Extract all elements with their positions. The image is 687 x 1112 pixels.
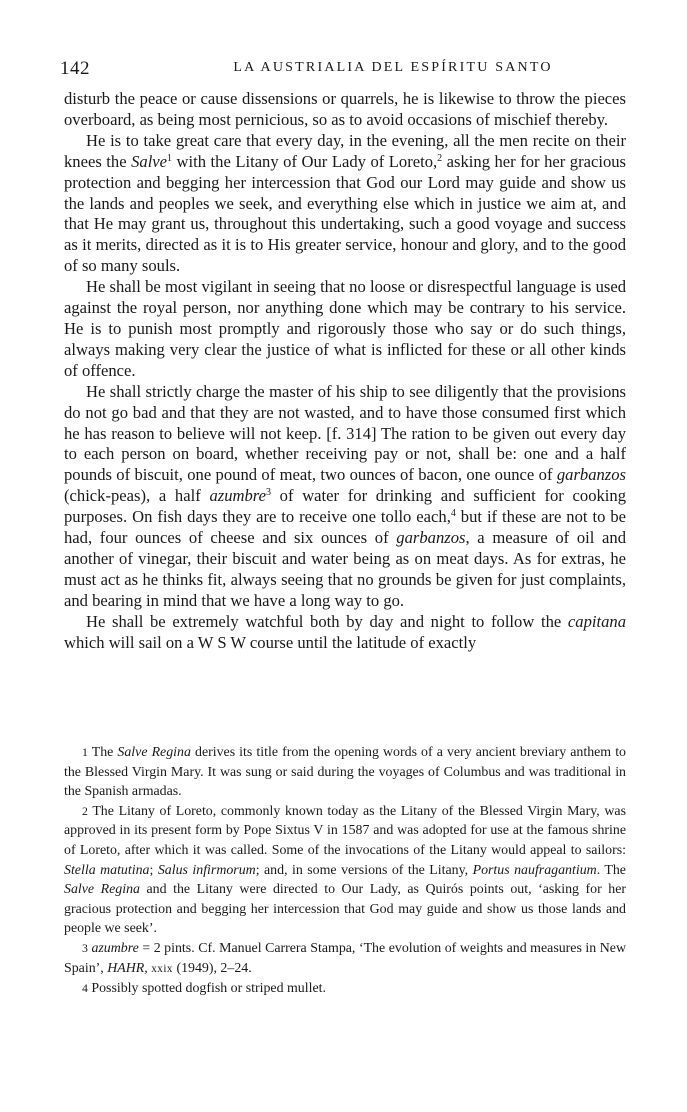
paragraph-3-text: He shall be most vigilant in seeing that no loose or disrespectful language is used against the royal person, nor anything done which may be contrary to his service. He is to punish most promptly and rigorously those who say or do such things, always making very clear the justice of what is inflicted for these or all other kinds of offence. [64, 277, 626, 380]
footnote-4-mark: 4 [82, 981, 88, 996]
paragraph-4-text-a: He shall strictly charge the master of his ship to see diligently that the provisions do not go bad and that they are not wasted, and to have those consumed first which he has reason to believe will not keep. [f. 314] The ration to be given out every day to each person on board, whether receiving pay or not, shall be: one and a half pounds of biscuit, one pound of meat, two ounces of bacon, one ounce of [64, 381, 626, 485]
salve-term: Salve [131, 151, 168, 171]
footnote-ref-1: 1 [167, 152, 173, 164]
paragraph-4-text-d: but if these are not to be had, four ounces of cheese and six ounces of [64, 507, 626, 548]
footnote-2-italic-4: Salve Regina [64, 882, 140, 898]
capitana-term: capitana [567, 611, 626, 631]
paragraph-5-text-b: which will sail on a W S W course until the latitude of exactly [64, 632, 477, 652]
footnote-2-text-b: ; [149, 862, 158, 878]
footnote-3-italic: azumbre [87, 940, 139, 956]
footnote-1-text-b: derives its title from the opening words of a very ancient breviary anthem to the Blessed Virgin Mary. It was sung or said during the voyages of Columbus and was traditional in the Spanish armadas. [64, 745, 626, 800]
footnote-1-mark: 1 [82, 745, 88, 759]
footnote-2-text-d: . The [596, 862, 626, 878]
footnote-2-mark: 2 [82, 803, 88, 818]
footnote-4-text: Possibly spotted dogfish or striped mullet. [87, 981, 326, 997]
main-text [64, 89, 626, 653]
paragraph-4 [64, 382, 626, 612]
paragraph-5-text-a: He shall be extremely watchful both by day and night to follow the [86, 611, 568, 631]
paragraph-2-text-c: asking her for her gracious protection and begging her intercession that God our Lord may guide and show us the lands and peoples we seek, and everything else which in justice we aim at, and that He may grant us, throughout this undertaking, such a good voyage and success as it merits, directed as it is to His greater service, honour and glory, and to the good of so many souls. [64, 151, 626, 276]
garbanzos-term-2: garbanzos [396, 528, 466, 548]
footnote-3-text-c: (1949), 2–24. [172, 960, 252, 976]
page-number: 142 [60, 58, 90, 79]
footnotes [64, 743, 626, 999]
footnote-2-italic-2: Salus infirmorum [157, 862, 256, 878]
footnote-3-journal: HAHR [107, 960, 145, 976]
footnote-2-italic-1: Stella matutina [64, 862, 150, 878]
footnote-3-text-b: , [144, 960, 152, 976]
footnote-ref-3: 3 [265, 487, 271, 499]
paragraph-3 [64, 277, 626, 382]
footnote-2-text-c: ; and, in some versions of the Litany, [255, 862, 473, 878]
paragraph-1-text: disturb the peace or cause dissensions or quarrels, he is likewise to throw the pieces overboard, as being most pernicious, so as to avoid occasions of mischief thereby. [64, 89, 626, 129]
footnote-2-italic-3: Portus naufragantium [472, 862, 597, 878]
paragraph-2 [64, 131, 626, 277]
footnote-2-text-a: The Litany of Loreto, commonly known today as the Litany of the Blessed Virgin Mary, was approved in its present form by Pope Sixtus V in 1587 and was adopted for use at the famous shrine of Loreto, after which it was called. Some of the invocations of the Litany would appeal to sailors: [64, 803, 626, 858]
footnote-3-mark: 3 [82, 940, 88, 955]
footnote-3-volume: xxix [151, 962, 173, 975]
paragraph-4-text-c: of water for drinking and sufficient for cooking purposes. On fish days they are to receive one tollo each, [64, 486, 626, 527]
running-title: LA AUSTRIALIA DEL ESPÍRITU SANTO [233, 60, 553, 75]
footnote-ref-2: 2 [437, 152, 443, 164]
garbanzos-term: garbanzos [556, 465, 626, 485]
paragraph-2-text-a: He is to take great care that every day, in the evening, all the men recite on their knees the [64, 130, 626, 171]
footnote-4 [64, 979, 626, 999]
footnote-3 [64, 939, 626, 979]
footnote-2 [64, 802, 626, 939]
paragraph-1 [64, 89, 626, 131]
footnote-1-text-a: The [87, 745, 118, 760]
footnote-3-text-a: = 2 pints. Cf. Manuel Carrera Stampa, ‘The evolution of weights and measures in New Spain’, [64, 940, 626, 976]
paragraph-5 [64, 612, 626, 654]
paragraph-4-text-e: , a measure of oil and another of vinegar, their biscuit and water being as on meat days. As for extras, he must act as he thinks fit, always seeing that no grounds be given for just complaints, and bearing in mind that we have a long way to go. [64, 528, 626, 610]
paragraph-4-text-b: (chick-peas), a half [64, 486, 210, 506]
page-header [60, 58, 626, 82]
footnote-ref-4: 4 [450, 508, 456, 520]
paragraph-2-text-b: with the Litany of Our Lady of Loreto, [172, 151, 438, 171]
azumbre-term: azumbre [209, 486, 266, 506]
footnote-1 [64, 743, 626, 802]
footnote-1-italic: Salve Regina [117, 745, 191, 760]
footnote-2-text-e: and the Litany were directed to Our Lady, as Quirós points out, ‘asking for her gracious protection and begging her intercession that God may guide and show us those lands and people we seek’. [64, 882, 626, 937]
